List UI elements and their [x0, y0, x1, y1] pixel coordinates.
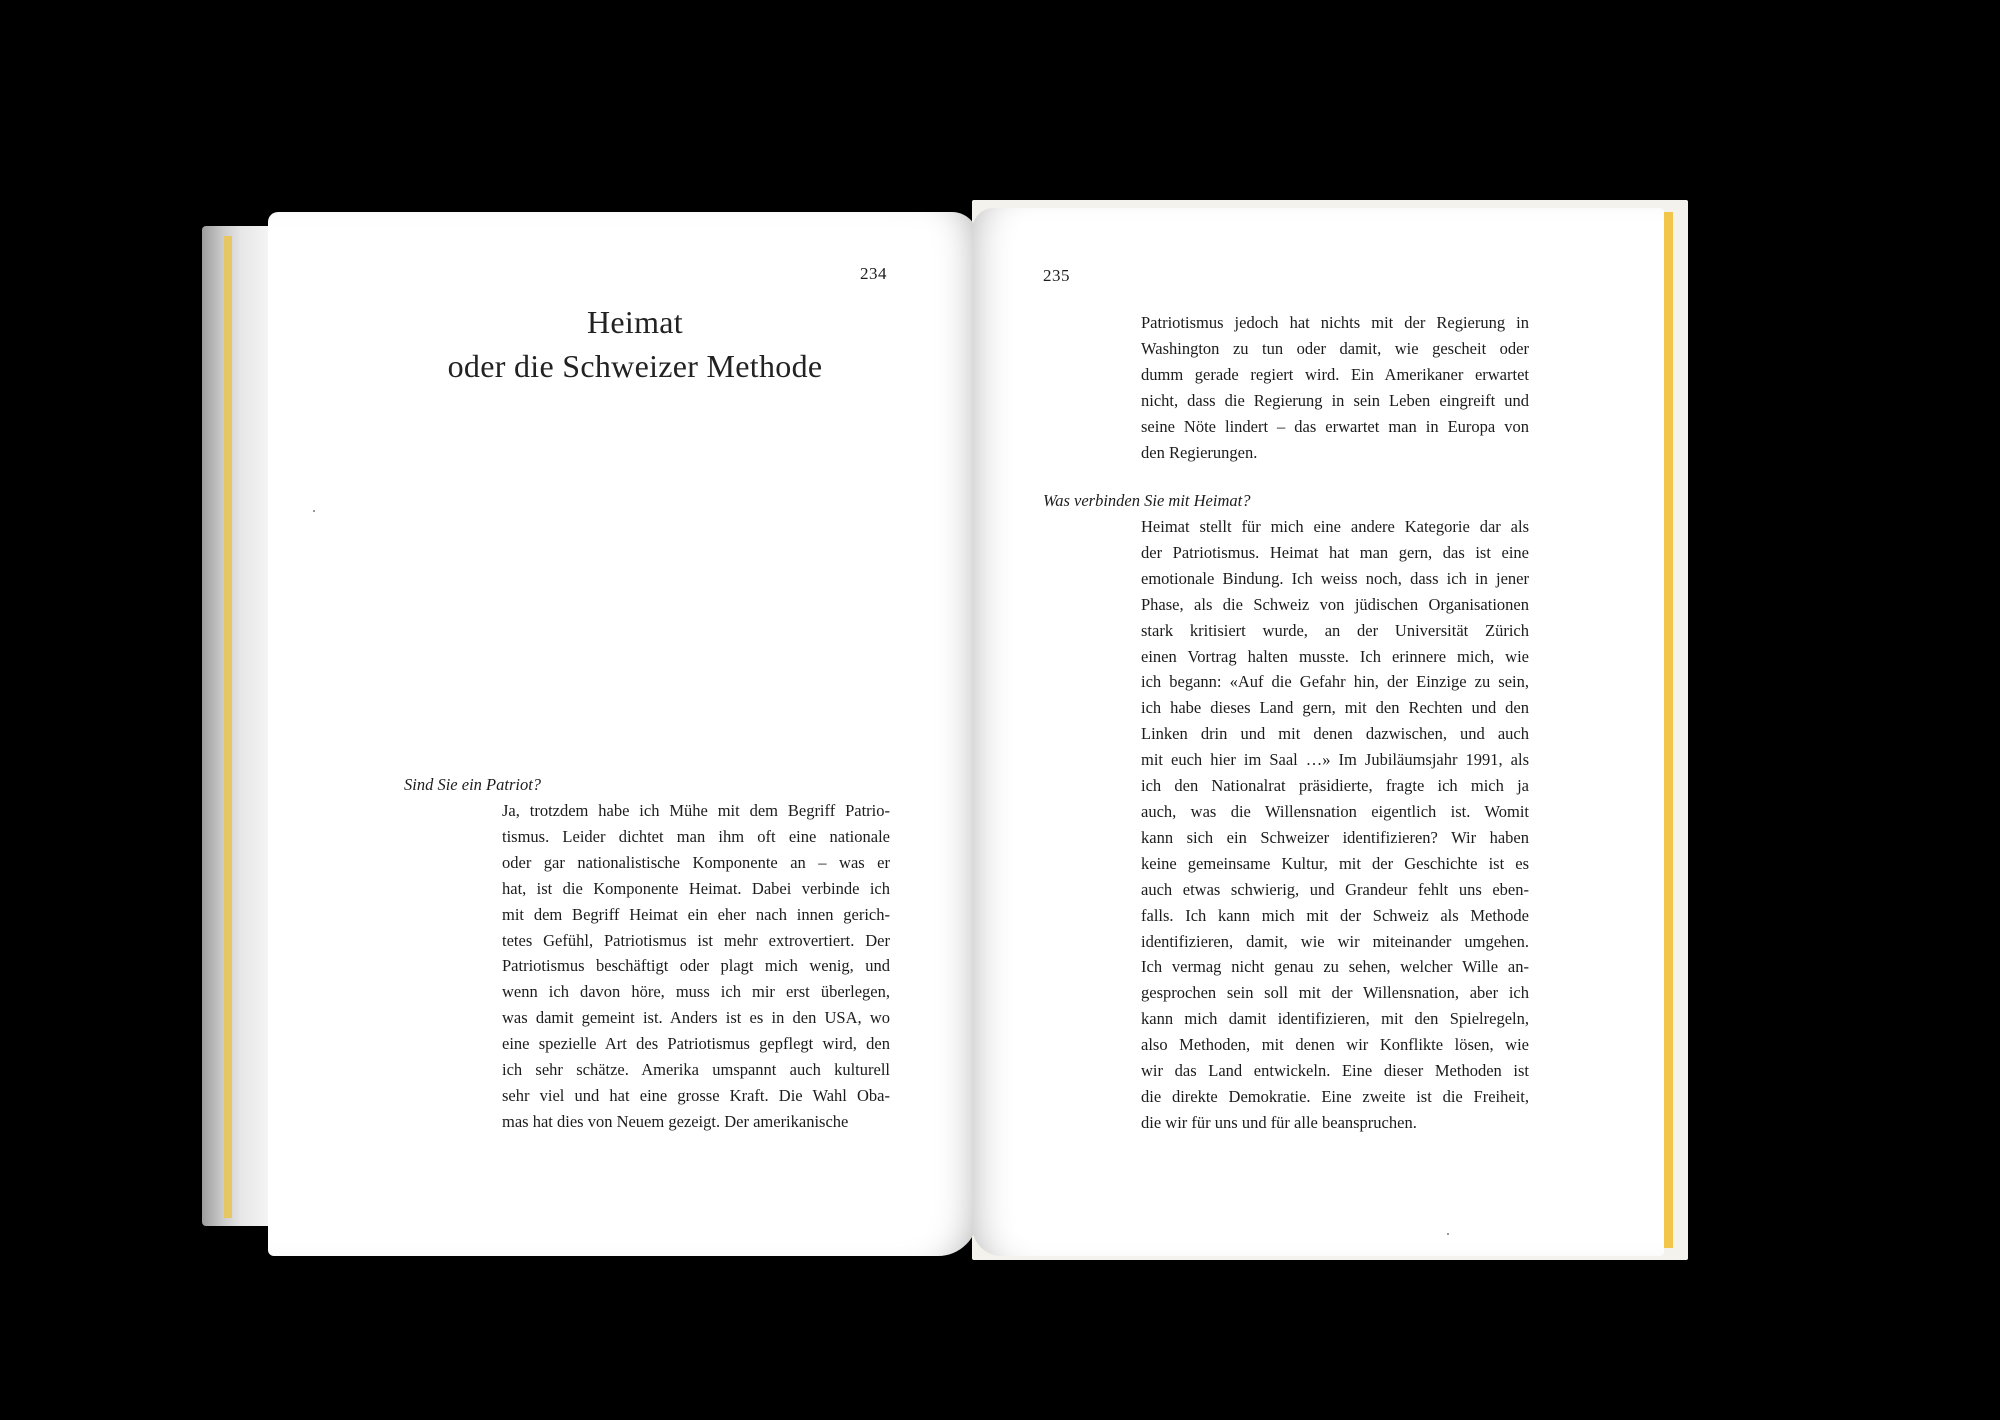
text-line: keine gemeinsame Kultur, mit der Geschichte ist es: [1141, 853, 1529, 873]
text-line: Patriotismus beschäftigt oder plagt mich wenig, und: [502, 956, 890, 976]
text-line: ich begann: «Auf die Gefahr hin, der Einzige zu sein,: [1141, 672, 1529, 692]
text-line: einen Vortrag halten musste. Ich erinnere mich, wie: [1141, 646, 1529, 666]
text-line: ich den Nationalrat präsidierte, fragte ich mich ja: [1141, 776, 1529, 796]
text-line: der Patriotismus. Heimat hat man gern, das ist eine: [1141, 542, 1529, 562]
text-line: tismus. Leider dichtet man ihm oft eine nationale: [502, 826, 890, 846]
text-line: also Methoden, mit denen wir Konflikte lösen, wie: [1141, 1035, 1529, 1055]
text-line: ich habe dieses Land gern, mit den Rechten und den: [1141, 698, 1529, 718]
paper-speck: [1447, 1233, 1449, 1235]
text-line: Linken drin und mit denen dazwischen, und auch: [1141, 724, 1529, 744]
text-line: ich sehr schätze. Amerika umspannt auch kulturell: [502, 1060, 890, 1080]
text-line: wenn ich davon höre, muss ich mir erst überlegen,: [502, 982, 890, 1002]
book-gilded-edge-right: [1663, 212, 1673, 1248]
text-line: auch, was die Willensnation eigentlich ist. Womit: [1141, 801, 1529, 821]
text-line: emotionale Bindung. Ich weiss noch, dass ich in jener: [1141, 568, 1529, 588]
answer-text-left: [502, 798, 890, 1135]
text-line: Heimat stellt für mich eine andere Kategorie dar als: [1141, 517, 1529, 536]
text-line: oder gar nationalistische Komponente an – was er: [502, 852, 890, 872]
text-line: die wir für uns und für alle beanspruchen.: [1141, 1112, 1417, 1132]
text-line: kann mich damit identifizieren, mit den Spielregeln,: [1141, 1009, 1529, 1029]
text-line: eine spezielle Art des Patriotismus gepflegt wird, den: [502, 1034, 890, 1054]
text-line: Washington zu tun oder damit, wie gescheit oder: [1141, 338, 1529, 358]
text-line: Patriotismus jedoch hat nichts mit der Regierung in: [1141, 313, 1529, 332]
text-line: Phase, als die Schweiz von jüdischen Organisationen: [1141, 594, 1529, 614]
book-gilded-edge-left: [224, 236, 232, 1218]
text-line: mas hat dies von Neuem gezeigt. Der amerikanische: [502, 1111, 849, 1131]
question-right: Was verbinden Sie mit Heimat?: [1043, 491, 1251, 510]
text-line: tetes Gefühl, Patriotismus ist mehr extrovertiert. Der: [502, 930, 890, 950]
text-line: identifizieren, damit, wie wir miteinander umgehen.: [1141, 931, 1529, 951]
chapter-title: [360, 300, 910, 388]
text-line: Ja, trotzdem habe ich Mühe mit dem Begriff Patrio-: [502, 801, 890, 820]
text-line: nicht, dass die Regierung in sein Leben eingreift und: [1141, 390, 1529, 410]
text-line: stark kritisiert wurde, an der Universität Zürich: [1141, 620, 1529, 640]
text-line: falls. Ich kann mich mit der Schweiz als Methode: [1141, 905, 1529, 925]
chapter-title-line-2: oder die Schweizer Methode: [447, 348, 823, 384]
question-left: Sind Sie ein Patriot?: [404, 775, 542, 794]
continuation-text-right: [1141, 310, 1529, 465]
text-line: Ich vermag nicht genau zu sehen, welcher Wille an-: [1141, 957, 1529, 977]
page-number-left: 234: [860, 264, 887, 283]
text-line: wir das Land entwickeln. Eine dieser Methoden ist: [1141, 1061, 1529, 1081]
text-line: kann sich ein Schweizer identifizieren? Wir haben: [1141, 827, 1529, 847]
text-line: hat, ist die Komponente Heimat. Dabei verbinde ich: [502, 878, 890, 898]
chapter-title-line-1: Heimat: [587, 304, 683, 340]
page-number-right: 235: [1043, 266, 1070, 285]
text-line: dumm gerade regiert wird. Ein Amerikaner erwartet: [1141, 364, 1529, 384]
text-line: mit dem Begriff Heimat ein eher nach innen gerich-: [502, 904, 890, 924]
answer-text-right: [1141, 514, 1529, 1136]
text-line: auch etwas schwierig, und Grandeur fehlt uns eben-: [1141, 879, 1529, 899]
text-line: was damit gemeint ist. Anders ist es in den USA, wo: [502, 1008, 890, 1028]
text-line: den Regierungen.: [1141, 442, 1258, 462]
text-line: sehr viel und hat eine grosse Kraft. Die Wahl Oba-: [502, 1085, 890, 1105]
text-line: mit euch hier im Saal …» Im Jubiläumsjahr 1991, als: [1141, 750, 1529, 770]
text-line: die direkte Demokratie. Eine zweite ist die Freiheit,: [1141, 1086, 1529, 1106]
book-page-edge-left: [202, 226, 268, 1226]
text-line: seine Nöte lindert – das erwartet man in Europa von: [1141, 416, 1529, 436]
paper-speck: [313, 510, 315, 512]
text-line: gesprochen sein soll mit der Willensnation, aber ich: [1141, 983, 1529, 1003]
